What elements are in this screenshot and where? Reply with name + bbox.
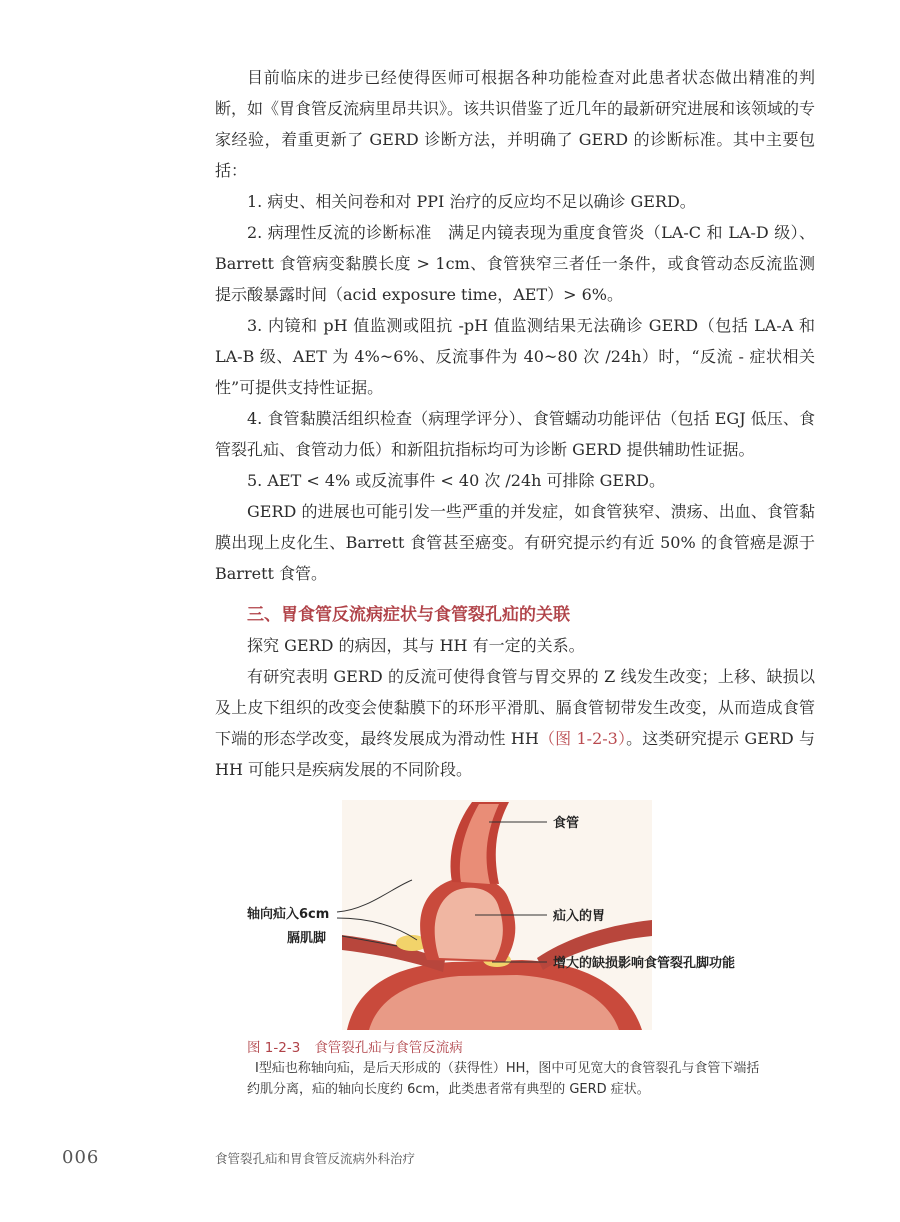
body-text	[215, 62, 815, 589]
figure-title: 食管裂孔疝与食管反流病	[314, 1040, 463, 1056]
label-esophagus: 食管	[553, 816, 580, 831]
running-footer-title: 食管裂孔疝和胃食管反流病外科治疗	[215, 1151, 416, 1166]
paragraph-etiology: 探究 GERD 的病因，其与 HH 有一定的关系。	[247, 636, 585, 655]
research-text-a: 有研究表明 GERD 的反流可使得食管与胃交界的 Z 线发生改变；上移、缺损以及上皮下组织的改变会使黏膜下的环形平滑肌、膈食管韧带发生改变，从而造成食管下端的形态学改变，最终发展成为滑动性 HH	[215, 667, 815, 748]
figure-reference-link[interactable]: （图 1-2-3）	[538, 729, 627, 748]
section-text	[215, 630, 815, 785]
section-heading: 三、胃食管反流病症状与食管裂孔疝的关联	[247, 605, 570, 625]
list-item-4: 4. 食管黏膜活组织检查（病理学评分）、食管蠕动功能评估（包括 EGJ 低压、食管裂孔疝、食管动力低）和新阻抗指标均可为诊断 GERD 提供辅助性证据。	[215, 409, 815, 459]
label-enlarged-defect: 增大的缺损影响食管裂孔脚功能	[553, 956, 736, 971]
figure-caption-body	[247, 1058, 767, 1100]
label-herniated-stomach: 疝入的胃	[553, 909, 606, 924]
label-axial-hernia: 轴向疝入6cm	[247, 907, 330, 922]
list-item-3: 3. 内镜和 pH 值监测或阻抗 -pH 值监测结果无法确诊 GERD（包括 LA-A 和 LA-B 级、AET 为 4%~6%、反流事件为 40~80 次 /24h）时，“反流 - 症状相关性”可提供支持性证据。	[215, 316, 815, 397]
research-text-b: 。这类研究提示 GERD 与 HH 可能只是疾病发展的不同阶段。	[215, 729, 815, 779]
figure-caption-title	[247, 1036, 477, 1056]
paragraph-research	[215, 661, 815, 785]
paragraph-complications: GERD 的进展也可能引发一些严重的并发症，如食管狭窄、溃疡、出血、食管黏膜出现上皮化生、Barrett 食管甚至癌变。有研究提示约有近 50% 的食管癌是源于 Barrett 食管。	[215, 502, 815, 583]
page-number: 006	[62, 1147, 100, 1168]
paragraph-intro: 目前临床的进步已经使得医师可根据各种功能检查对此患者状态做出精准的判断，如《胃食管反流病里昂共识》。该共识借鉴了近几年的最新研究进展和该领域的专家经验，着重更新了 GERD 诊断方法，并明确了 GERD 的诊断标准。其中主要包括：	[215, 68, 816, 180]
hiatal-hernia-illustration	[247, 800, 787, 1030]
caption-text: Ⅰ型疝也称轴向疝，是后天形成的（获得性）HH，图中可见宽大的食管裂孔与食管下端括约肌分离，疝的轴向长度约 6cm，此类患者常有典型的 GERD 症状。	[247, 1061, 760, 1097]
list-item-5: 5. AET < 4% 或反流事件 < 40 次 /24h 可排除 GERD。	[247, 471, 665, 490]
list-item-2: 2. 病理性反流的诊断标准 满足内镜表现为重度食管炎（LA-C 和 LA-D 级）、Barrett 食管病变黏膜长度 > 1cm、食管狭窄三者任一条件，或食管动态反流监测提示酸暴露时间（acid exposure time，AET）> 6%。	[215, 223, 815, 304]
figure-number: 图 1-2-3	[247, 1040, 301, 1056]
label-diaphragm-crus: 膈肌脚	[287, 931, 327, 946]
list-item-1: 1. 病史、相关问卷和对 PPI 治疗的反应均不足以确诊 GERD。	[247, 192, 696, 211]
